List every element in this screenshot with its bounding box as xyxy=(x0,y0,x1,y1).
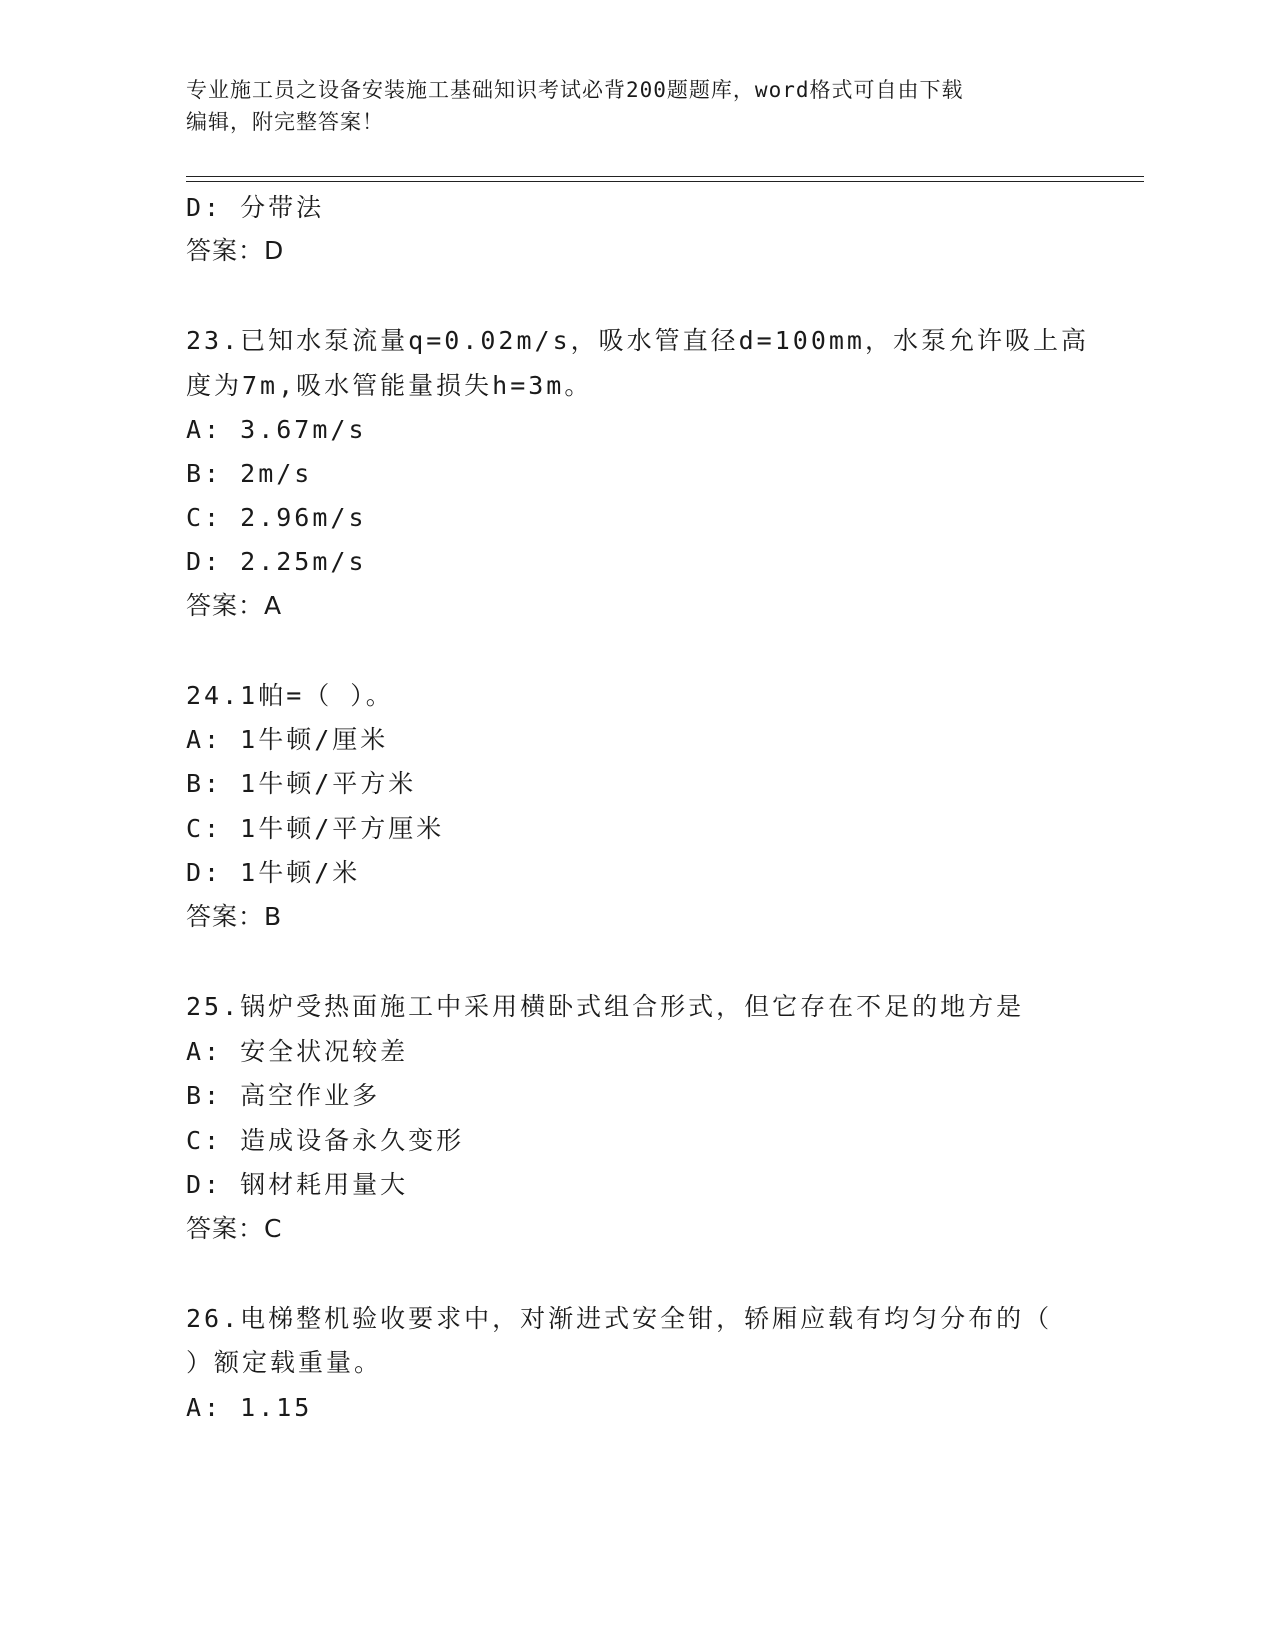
question-stem-continued: ）额定载重量。 xyxy=(186,1348,383,1377)
prev-answer: 答案：D xyxy=(186,236,285,265)
option-a: A: 1牛顿/厘米 xyxy=(186,725,389,754)
question-stem: 23.已知水泵流量q=0.02m/s，吸水管直径d=100mm，水泵允许吸上高 xyxy=(186,326,1089,355)
answer: 答案：C xyxy=(186,1214,283,1243)
option-a: A: 1.15 xyxy=(186,1393,313,1422)
question-stem-continued: 度为7m,吸水管能量损失h=3m。 xyxy=(186,371,593,400)
page-header xyxy=(186,74,1086,138)
option-d: D: 1牛顿/米 xyxy=(186,858,361,887)
option-d: D: 2.25m/s xyxy=(186,547,367,576)
question-stem: 24.1帕=（ ）。 xyxy=(186,681,394,710)
option-c: C: 造成设备永久变形 xyxy=(186,1126,465,1155)
option-a: A: 3.67m/s xyxy=(186,415,367,444)
option-b: B: 2m/s xyxy=(186,459,313,488)
answer: 答案：A xyxy=(186,591,283,620)
header-divider-bottom xyxy=(186,181,1144,182)
prev-option-d: D: 分带法 xyxy=(186,193,325,222)
option-b: B: 1牛顿/平方米 xyxy=(186,769,417,798)
answer: 答案：B xyxy=(186,902,283,931)
option-d: D: 钢材耗用量大 xyxy=(186,1170,409,1199)
option-b: B: 高空作业多 xyxy=(186,1081,381,1110)
question-stem: 26.电梯整机验收要求中，对渐进式安全钳，轿厢应载有均匀分布的（ xyxy=(186,1304,1053,1333)
option-a: A: 安全状况较差 xyxy=(186,1037,409,1066)
option-c: C: 2.96m/s xyxy=(186,503,367,532)
header-line-2: 编辑，附完整答案！ xyxy=(186,110,384,134)
header-divider-top xyxy=(186,176,1144,177)
header-line-1: 专业施工员之设备安装施工基础知识考试必背200题题库，word格式可自由下载 xyxy=(186,78,964,102)
option-c: C: 1牛顿/平方厘米 xyxy=(186,814,445,843)
question-stem: 25.锅炉受热面施工中采用横卧式组合形式，但它存在不足的地方是 xyxy=(186,992,1025,1021)
